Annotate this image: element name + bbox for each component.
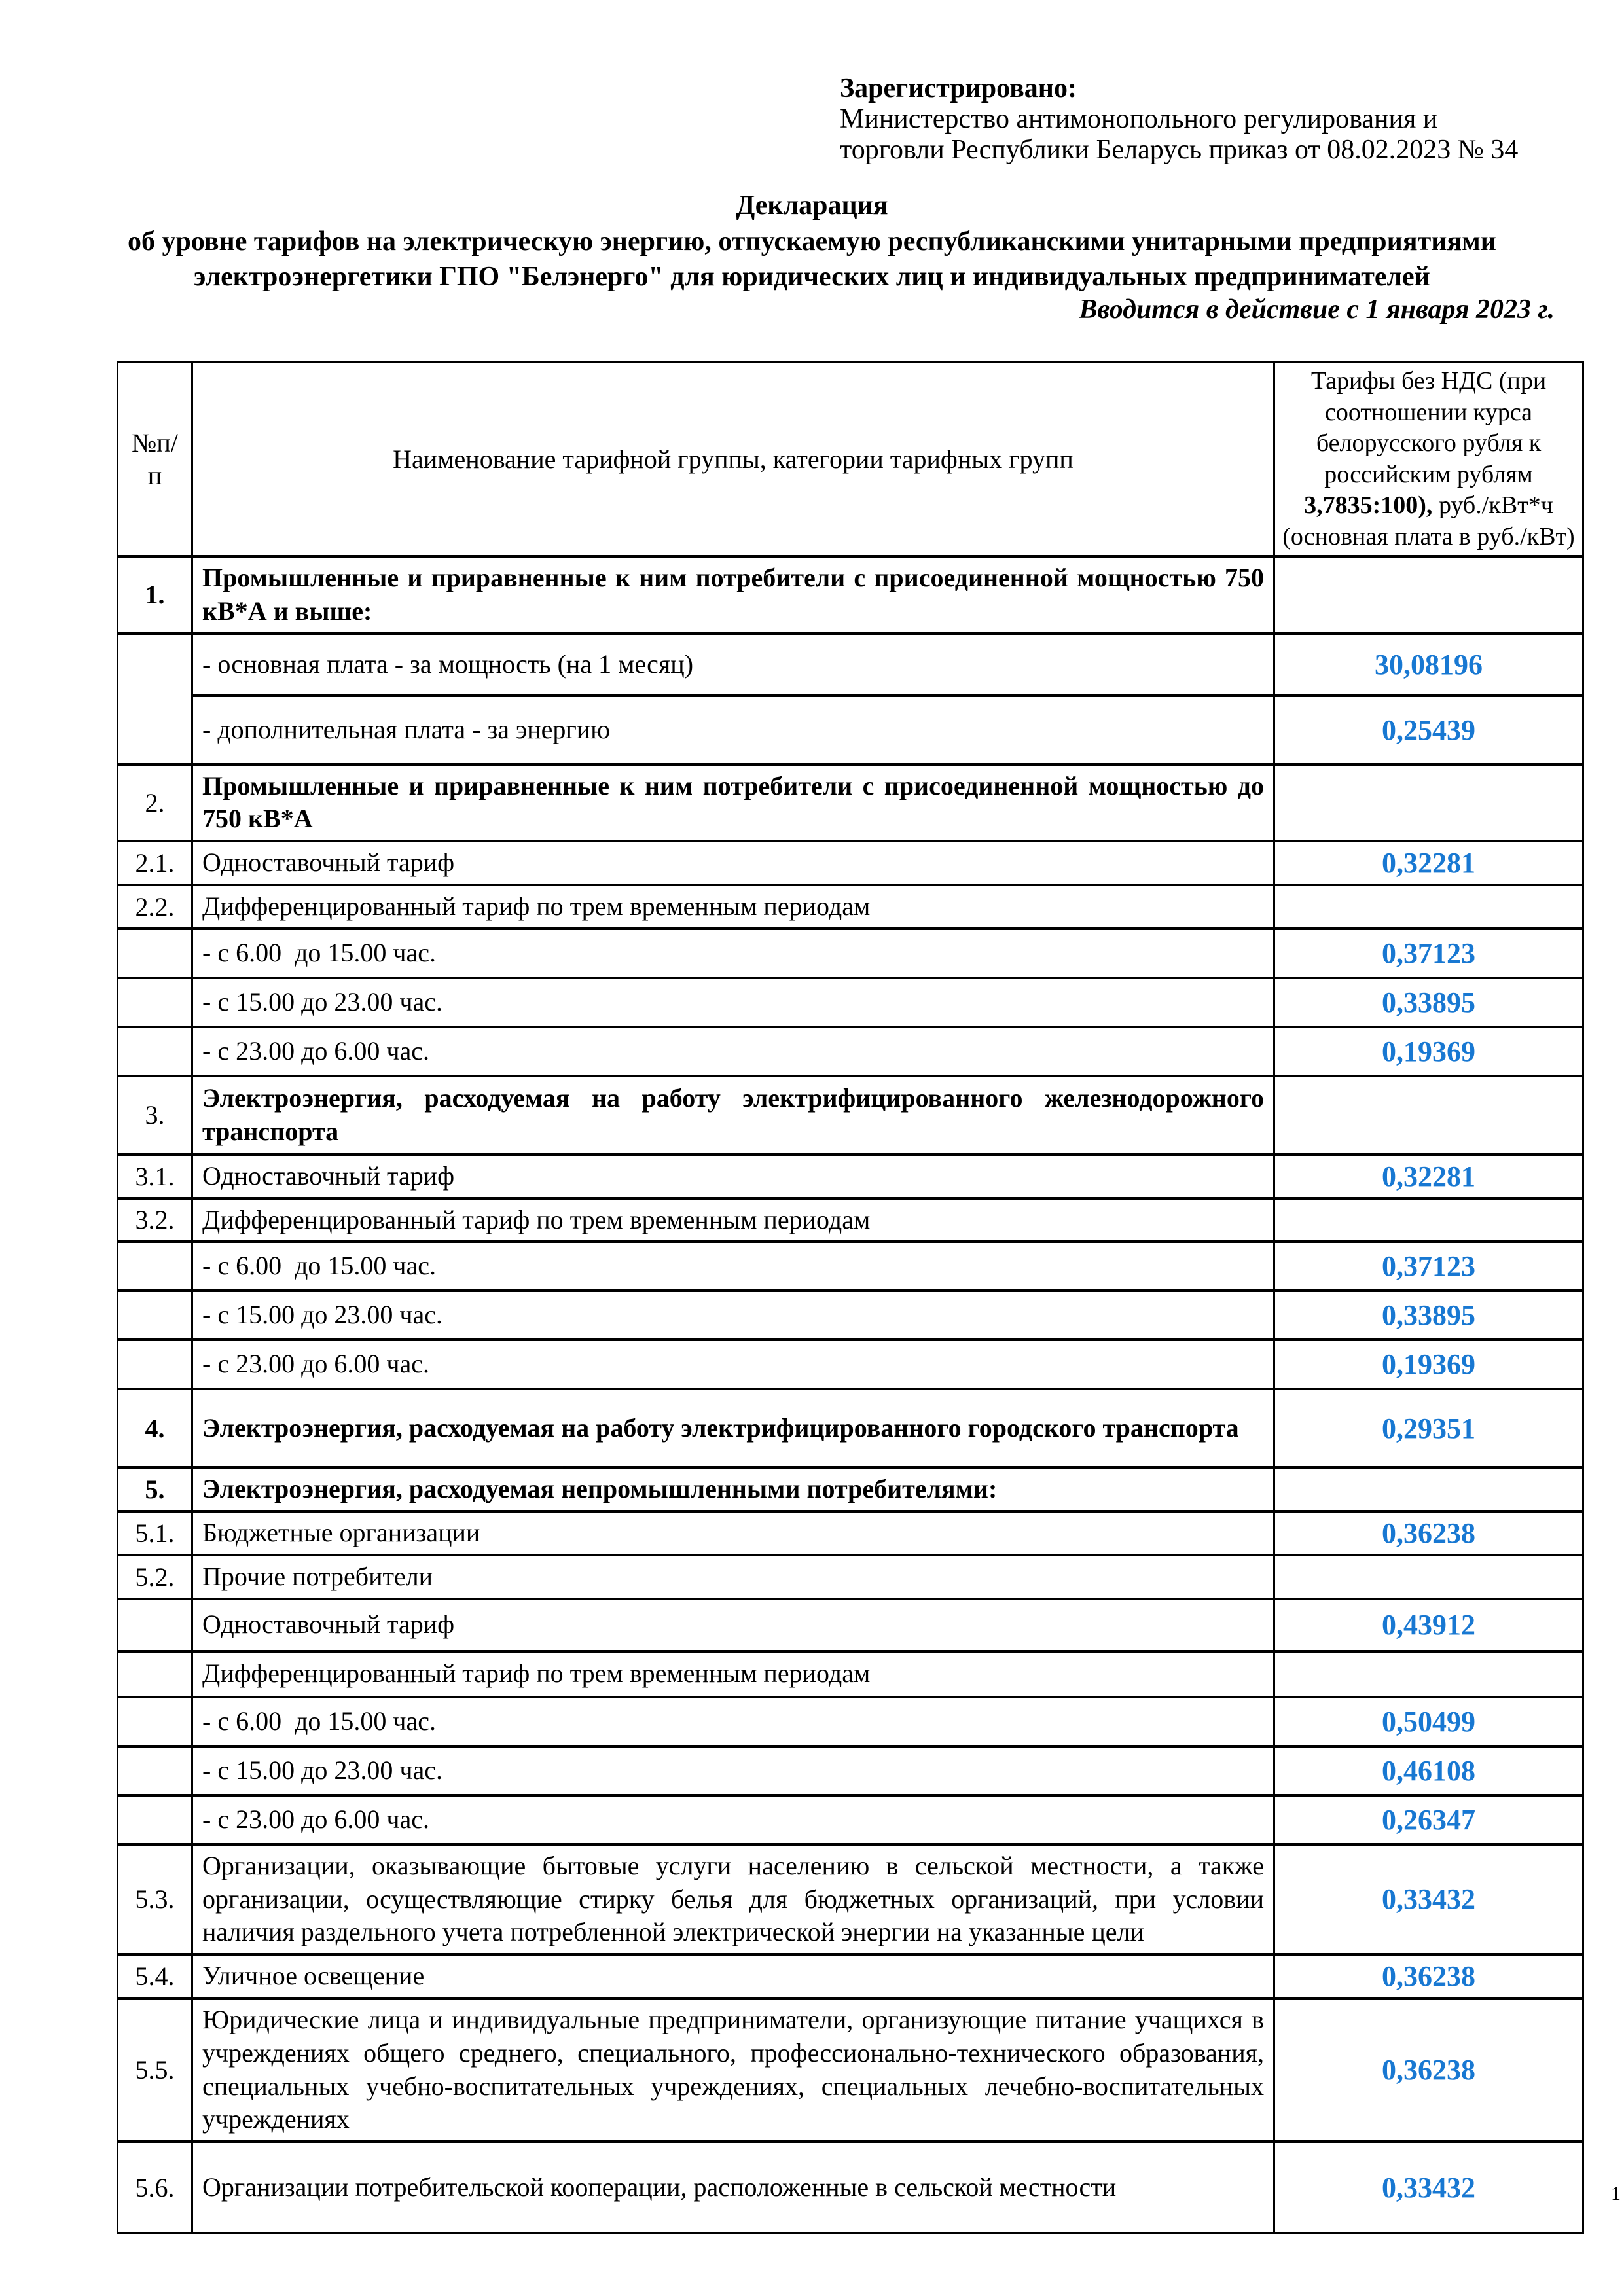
- tariff-value-cell: 0,29351: [1274, 1389, 1583, 1467]
- tariff-value-cell: 0,50499: [1274, 1697, 1583, 1746]
- table-row: [118, 1389, 1583, 1467]
- row-number-cell: 5.3.: [118, 1844, 192, 1954]
- row-number-cell: [118, 1697, 192, 1746]
- row-number-cell: 5.2.: [118, 1555, 192, 1599]
- tariff-value-cell: 0,36238: [1274, 1511, 1583, 1555]
- table-row: [118, 929, 1583, 978]
- tariff-name-cell: - с 23.00 до 6.00 час.: [192, 1027, 1274, 1076]
- header-tariff-text: Тарифы без НДС (при соотношении курса белорусского рубля к российским рублям: [1310, 367, 1547, 488]
- tariff-value-cell: 0,19369: [1274, 1027, 1583, 1076]
- table-row: [118, 1954, 1583, 1998]
- table-row: [118, 1651, 1583, 1697]
- row-number-cell: 5.1.: [118, 1511, 192, 1555]
- tariff-name-cell: Уличное освещение: [192, 1954, 1274, 1998]
- document-subtitle-line-2: электроэнергетики ГПО "Белэнерго" для юридических лиц и индивидуальных предпринимателей: [194, 262, 1430, 293]
- tariff-name-cell: Юридические лица и индивидуальные предприниматели, организующие питание учащихся в учреждениях общего среднего, специального, профессионально-технического образования, специальных учебно-воспитательных учреждениях, специальных лечебно-воспитательных учреждениях: [192, 1998, 1274, 2142]
- row-number-cell: 5.: [118, 1467, 192, 1511]
- tariff-name-cell: - основная плата - за мощность (на 1 месяц): [192, 634, 1274, 696]
- table-row: [118, 841, 1583, 885]
- tariff-value-cell: [1274, 1467, 1583, 1511]
- tariff-name-cell: Прочие потребители: [192, 1555, 1274, 1599]
- tariff-name-cell: - с 23.00 до 6.00 час.: [192, 1340, 1274, 1389]
- tariff-value-cell: 0,37123: [1274, 1242, 1583, 1291]
- table-row: [118, 1599, 1583, 1651]
- table-row: [118, 885, 1583, 929]
- row-number-cell: [118, 1027, 192, 1076]
- tariff-name-cell: - с 23.00 до 6.00 час.: [192, 1795, 1274, 1844]
- row-number-cell: [118, 978, 192, 1027]
- tariff-name-cell: Дифференцированный тариф по трем временным периодам: [192, 1651, 1274, 1697]
- tariff-value-cell: 0,33432: [1274, 2142, 1583, 2233]
- page-number: 1: [1611, 2183, 1621, 2204]
- tariff-name-cell: Электроэнергия, расходуемая на работу электрифицированного железнодорожного транспорта: [192, 1076, 1274, 1155]
- tariff-name-cell: - с 15.00 до 23.00 час.: [192, 978, 1274, 1027]
- tariff-name-cell: - с 6.00 до 15.00 час.: [192, 1242, 1274, 1291]
- tariff-name-cell: Электроэнергия, расходуемая на работу электрифицированного городского транспорта: [192, 1389, 1274, 1467]
- table-row: [118, 1242, 1583, 1291]
- row-number-cell: 3.2.: [118, 1198, 192, 1242]
- tariff-value-cell: [1274, 556, 1583, 634]
- row-number-cell: [118, 1291, 192, 1340]
- tariff-value-cell: [1274, 1198, 1583, 1242]
- table-row: [118, 764, 1583, 842]
- row-number-cell: 5.5.: [118, 1998, 192, 2142]
- row-number-cell: 5.4.: [118, 1954, 192, 1998]
- tariff-name-cell: Дифференцированный тариф по трем временным периодам: [192, 885, 1274, 929]
- tariff-value-cell: 30,08196: [1274, 634, 1583, 696]
- tariff-name-cell: Промышленные и приравненные к ним потребители с присоединенной мощностью до 750 кВ*А: [192, 764, 1274, 842]
- registration-block: [840, 73, 1518, 166]
- table-row: [118, 1027, 1583, 1076]
- tariff-value-cell: 0,36238: [1274, 1954, 1583, 1998]
- document-subtitle-line-1: об уровне тарифов на электрическую энергию, отпускаемую республиканскими унитарными предприятиями: [128, 226, 1496, 257]
- table-row: [118, 1340, 1583, 1389]
- tariff-value-cell: 0,37123: [1274, 929, 1583, 978]
- table-row: [118, 634, 1583, 696]
- tariff-name-cell: Одноставочный тариф: [192, 1155, 1274, 1198]
- row-number-cell: 1.: [118, 556, 192, 634]
- title-block: [39, 188, 1585, 295]
- table-row: [118, 1795, 1583, 1844]
- tariff-value-cell: 0,26347: [1274, 1795, 1583, 1844]
- tariff-value-cell: 0,43912: [1274, 1599, 1583, 1651]
- row-number-cell: [118, 929, 192, 978]
- tariff-name-cell: Одноставочный тариф: [192, 841, 1274, 885]
- header-num-cell: №п/п: [118, 362, 192, 556]
- tariff-value-cell: 0,33895: [1274, 1291, 1583, 1340]
- row-number-cell: [118, 1599, 192, 1651]
- tariff-name-cell: Электроэнергия, расходуемая непромышленными потребителями:: [192, 1467, 1274, 1511]
- effective-date-note: Вводится в действие с 1 января 2023 г.: [1079, 295, 1555, 325]
- row-number-cell: [118, 634, 192, 764]
- tariff-value-cell: [1274, 885, 1583, 929]
- row-number-cell: 4.: [118, 1389, 192, 1467]
- tariff-value-cell: 0,32281: [1274, 1155, 1583, 1198]
- tariff-table-body: [118, 556, 1583, 2233]
- tariff-table: [117, 361, 1584, 2234]
- tariff-name-cell: - с 15.00 до 23.00 час.: [192, 1291, 1274, 1340]
- table-row: [118, 1511, 1583, 1555]
- row-number-cell: [118, 1340, 192, 1389]
- tariff-name-cell: - с 6.00 до 15.00 час.: [192, 929, 1274, 978]
- tariff-name-cell: Дифференцированный тариф по трем временным периодам: [192, 1198, 1274, 1242]
- table-row: [118, 1746, 1583, 1795]
- table-row: [118, 1155, 1583, 1198]
- tariff-name-cell: Одноставочный тариф: [192, 1599, 1274, 1651]
- table-row: [118, 696, 1583, 764]
- tariff-name-cell: - с 15.00 до 23.00 час.: [192, 1746, 1274, 1795]
- tariff-value-cell: 0,32281: [1274, 841, 1583, 885]
- row-number-cell: 2.2.: [118, 885, 192, 929]
- tariff-value-cell: [1274, 1555, 1583, 1599]
- table-row: [118, 1467, 1583, 1511]
- tariff-value-cell: [1274, 764, 1583, 842]
- registration-label: Зарегистрировано:: [840, 73, 1077, 103]
- table-row: [118, 1291, 1583, 1340]
- tariff-name-cell: Промышленные и приравненные к ним потребители с присоединенной мощностью 750 кВ*А и выше:: [192, 556, 1274, 634]
- row-number-cell: [118, 1242, 192, 1291]
- registration-line-1: Министерство антимонопольного регулирования и: [840, 104, 1438, 135]
- row-number-cell: 2.1.: [118, 841, 192, 885]
- row-number-cell: [118, 1746, 192, 1795]
- tariff-name-cell: Организации, оказывающие бытовые услуги населению в сельской местности, а также организации, осуществляющие стирку белья для бюджетных организаций, при условии наличия раздельного учета потребленной электрической энергии на указанные цели: [192, 1844, 1274, 1954]
- tariff-name-cell: - с 6.00 до 15.00 час.: [192, 1697, 1274, 1746]
- header-tariff-cell: [1274, 362, 1583, 556]
- registration-line-2: торговли Республики Беларусь приказ от 08.02.2023 № 34: [840, 135, 1519, 166]
- tariff-name-cell: - дополнительная плата - за энергию: [192, 696, 1274, 764]
- tariff-value-cell: [1274, 1651, 1583, 1697]
- table-row: [118, 2142, 1583, 2233]
- table-row: [118, 1198, 1583, 1242]
- table-row: [118, 1844, 1583, 1954]
- tariff-value-cell: 0,33432: [1274, 1844, 1583, 1954]
- table-row: [118, 1998, 1583, 2142]
- table-row: [118, 556, 1583, 634]
- tariff-name-cell: Бюджетные организации: [192, 1511, 1274, 1555]
- header-tariff-rate: 3,7835:100),: [1304, 492, 1433, 519]
- table-row: [118, 1555, 1583, 1599]
- row-number-cell: 5.6.: [118, 2142, 192, 2233]
- tariff-value-cell: 0,36238: [1274, 1998, 1583, 2142]
- tariff-value-cell: 0,33895: [1274, 978, 1583, 1027]
- tariff-value-cell: 0,19369: [1274, 1340, 1583, 1389]
- tariff-name-cell: Организации потребительской кооперации, расположенные в сельской местности: [192, 2142, 1274, 2233]
- header-tariff-units: руб./кВт*ч (основная плата в руб./кВт): [1282, 492, 1575, 550]
- header-name-cell: Наименование тарифной группы, категории тарифных групп: [192, 362, 1274, 556]
- table-row: [118, 978, 1583, 1027]
- row-number-cell: 3.: [118, 1076, 192, 1155]
- row-number-cell: [118, 1651, 192, 1697]
- table-row: [118, 1697, 1583, 1746]
- tariff-value-cell: 0,25439: [1274, 696, 1583, 764]
- tariff-value-cell: 0,46108: [1274, 1746, 1583, 1795]
- row-number-cell: [118, 1795, 192, 1844]
- table-header-row: [118, 362, 1583, 556]
- row-number-cell: 2.: [118, 764, 192, 842]
- table-row: [118, 1076, 1583, 1155]
- document-title: Декларация: [736, 190, 888, 221]
- tariff-value-cell: [1274, 1076, 1583, 1155]
- row-number-cell: 3.1.: [118, 1155, 192, 1198]
